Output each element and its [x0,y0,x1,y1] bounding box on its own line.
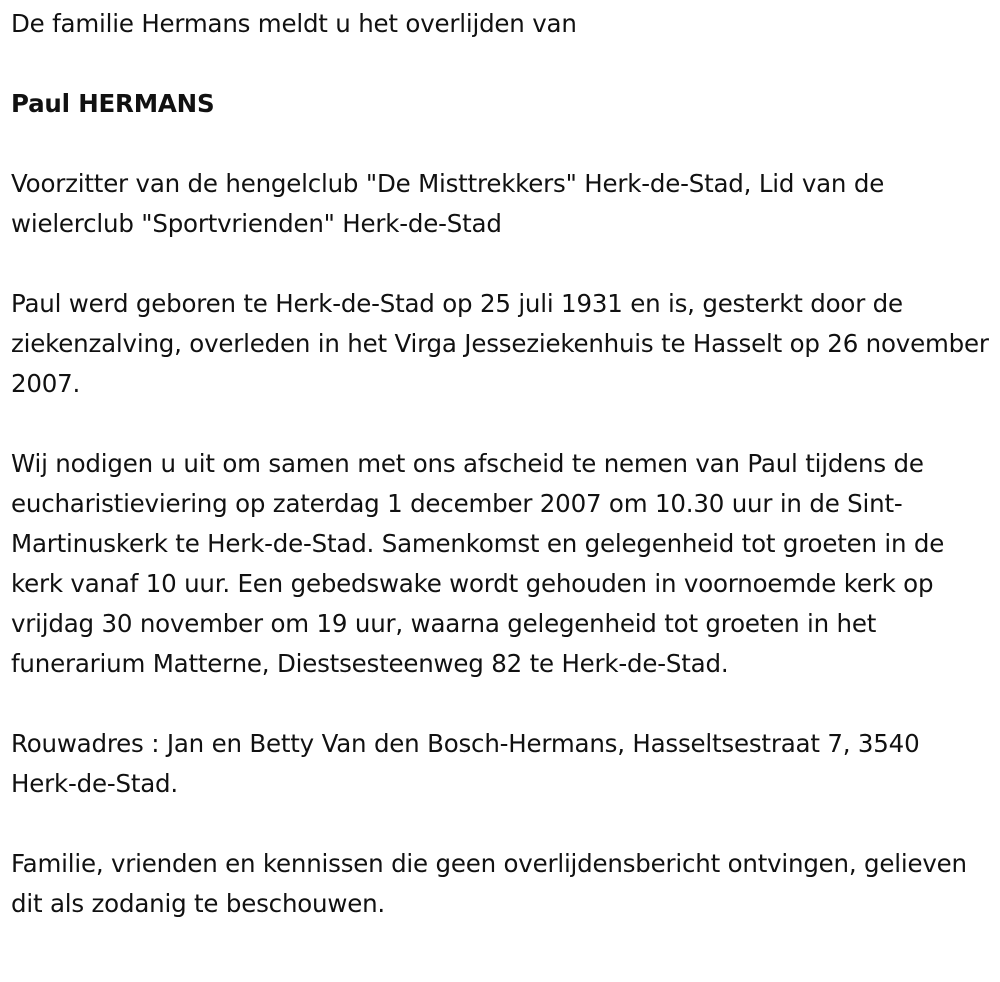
closing-note-text: Familie, vrienden en kennissen die geen overlijdensbericht ontvingen, gelieven dit als zodanig te beschouwen. [11,849,967,918]
mourning-address-text: Rouwadres : Jan en Betty Van den Bosch-Hermans, Hasseltsestraat 7, 3540 Herk-de-Stad. [11,729,920,798]
intro-text: De familie Hermans meldt u het overlijden van [11,9,577,38]
memberships-text: Voorzitter van de hengelclub "De Misttrekkers" Herk-de-Stad, Lid van de wielerclub "Sportvrienden" Herk-de-Stad [11,169,885,238]
funeral-invitation-text: Wij nodigen u uit om samen met ons afscheid te nemen van Paul tijdens de eucharistieviering op zaterdag 1 december 2007 om 10.30 uur in de Sint-Martinuskerk te Herk-de-Stad. Samenkomst en gelegenheid tot groeten in de kerk vanaf 10 uur. Een gebedswake wordt gehouden in voornoemde kerk op vrijdag 30 november om 19 uur, waarna gelegenheid tot groeten in het funerarium Matterne, Diestsesteenweg 82 te Herk-de-Stad. [11,449,945,678]
obituary-notice [11,4,991,924]
deceased-name: Paul HERMANS [11,89,215,118]
biography-text: Paul werd geboren te Herk-de-Stad op 25 juli 1931 en is, gesterkt door de ziekenzalving, overleden in het Virga Jesseziekenhuis te Hasselt op 26 november 2007. [11,289,989,398]
